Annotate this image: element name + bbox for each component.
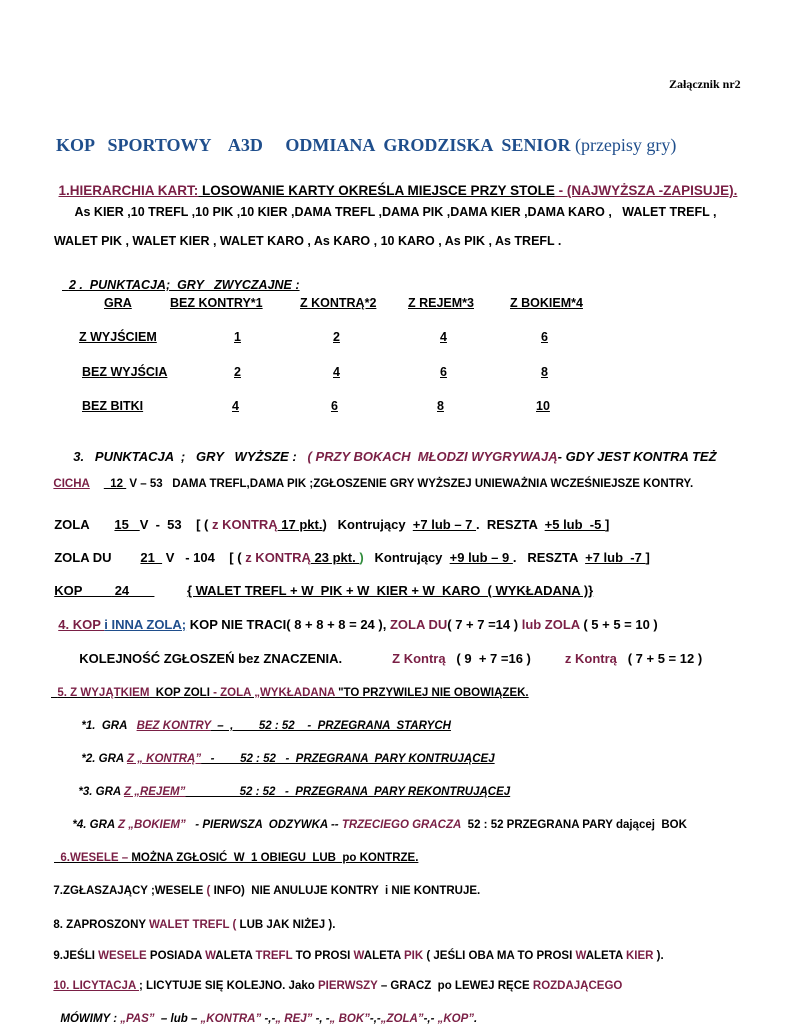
section-10 [47, 964, 622, 994]
calls-text: -,- [369, 1013, 381, 1025]
card-hierarchy-line-1 [68, 190, 716, 220]
rule-highlight: Z „BOKIEM” [117, 819, 186, 831]
zola-counter-points: 17 pkt. [277, 517, 323, 532]
section-7-text: INFO) NIE ANULUJE KONTRY i NIE KONTRUJE. [210, 885, 481, 897]
section-9 [47, 934, 664, 964]
table-cell: 1 [234, 330, 241, 344]
cicha-label: CICHA [53, 478, 90, 490]
zola-du-counter: z KONTRĄ [245, 550, 311, 565]
call-kop: „KOP” [437, 1013, 475, 1025]
call-rej: „ REJ” [275, 1013, 313, 1025]
section-2-heading [62, 263, 300, 293]
section-8-highlight: WALET TREFL [149, 919, 230, 931]
zola-counter: z KONTRĄ [211, 517, 278, 532]
table-cell: 4 [333, 365, 340, 379]
section-5-highlight: - ZOLA „WYKŁADANA [209, 687, 335, 699]
section-1-highlight: - (NAJWYŻSZA -ZAPISUJE). [554, 183, 738, 198]
calls-text: MÓWIMY : [60, 1013, 121, 1025]
section-5-text: KOP ZOLI [149, 687, 210, 699]
table-cell: 8 [541, 365, 548, 379]
rule-highlight: Z „ KONTRĄ” [126, 753, 202, 765]
counter-label: z Kontrą [564, 651, 617, 666]
zola-text: . RESZTA [476, 517, 545, 532]
rule-highlight: TRZECIEGO GRACZA [341, 819, 462, 831]
order-note: KOLEJNOŚĆ ZGŁOSZEŃ bez ZNACZENIA. [79, 651, 343, 666]
card-hierarchy-line-2 [47, 219, 561, 249]
section-5-heading [51, 671, 529, 701]
table-cell: 6 [541, 330, 548, 344]
calls-text: -,- [261, 1013, 276, 1025]
rule-text: *4. GRA [72, 819, 118, 831]
section-7-text: 7.ZGŁASZAJĄCY ;WESELE [53, 885, 207, 897]
section-8-text: 8. ZAPROSZONY [53, 919, 150, 931]
kop-spacer [154, 583, 187, 598]
counter-sum: ( 7 + 5 = 12 ) [616, 651, 703, 666]
section-9-highlight: KIER [625, 950, 654, 962]
zola-du-counter-points: 23 pkt. [310, 550, 360, 565]
section-9-highlight: W [205, 950, 216, 962]
table-cell: 6 [440, 365, 447, 379]
counter-sum: ( 9 + 7 =16 ) [445, 651, 531, 666]
table-cell: 6 [331, 399, 338, 413]
zola-text: V - 53 [ ( [139, 517, 212, 532]
section-4-text: ( 7 + 7 =14 ) [447, 617, 522, 632]
kop-row [47, 568, 593, 598]
section-9-text: ALETA [215, 950, 256, 962]
table-header-game: GRA [104, 296, 132, 310]
section-8-paren: ( [229, 919, 240, 931]
zola-points: 15 [114, 517, 140, 532]
call-zola: „ZOLA” [380, 1013, 424, 1025]
rule-text: *2. GRA [81, 753, 127, 765]
table-row-label: BEZ WYJŚCIA [82, 365, 168, 379]
section-9-highlight: TREFL [255, 950, 293, 962]
section-6-label: 6.WESELE – [60, 852, 132, 864]
zola-du-points: 21 [140, 550, 163, 565]
zola-du-text: ) [359, 550, 364, 565]
cicha-rule: V – 53 DAMA TREFL,DAMA PIK ;ZGŁOSZENIE GRY WYŻSZEJ UNIEWAŻNIA WCZEŚNIEJSZE KONTRY. [126, 478, 694, 490]
section-9-text: ALETA [363, 950, 405, 962]
section-3-heading [66, 434, 717, 464]
page-title [47, 112, 676, 156]
zola-du-text: V - 104 [ ( [162, 550, 246, 565]
zola-counter-range: +7 lub – 7 [412, 517, 477, 532]
game-rule-1 [75, 704, 451, 734]
table-header-no-counter: BEZ KONTRY*1 [170, 296, 263, 310]
zola-du-rest-range: +7 lub -7 [585, 550, 646, 565]
section-9-text: ALETA [585, 950, 626, 962]
rule-highlight: Z „REJEM” [123, 786, 186, 798]
section-9-text: 9.JEŚLI [53, 950, 99, 962]
section-4-other-zola: i INNA ZOLA; [104, 617, 187, 632]
section-9-text: POSIADA [146, 950, 206, 962]
title-main: KOP SPORTOWY A3D ODMIANA GRODZISKA SENIOR [56, 135, 571, 155]
table-cell: 10 [536, 399, 550, 413]
calls-text: -, - [312, 1013, 330, 1025]
cicha-points: 12 [103, 478, 127, 490]
table-row-label: BEZ BITKI [82, 399, 144, 413]
zola-du-text: . RESZTA [512, 550, 586, 565]
section-10-highlight: PIERWSZY [317, 980, 378, 992]
section-4-line-2 [72, 636, 702, 666]
rule-text: *1. GRA [81, 720, 137, 732]
section-9-highlight: W [353, 950, 364, 962]
call-bok: „ BOK” [329, 1013, 370, 1025]
zola-text: ] [604, 517, 610, 532]
zola-du-counter-range: +9 lub – 9 [449, 550, 513, 565]
table-cell: 4 [440, 330, 447, 344]
section-9-highlight: WESELE [98, 950, 147, 962]
rule-text: – , 52 : 52 - PRZEGRANA STARYCH [210, 720, 451, 732]
section-4-zola-du: ZOLA DU [389, 617, 448, 632]
call-kontra: „KONTRA” [200, 1013, 262, 1025]
kop-cards: { WALET TREFL + W PIK + W KIER + W KARO ( WYKŁADANA )} [186, 583, 594, 598]
table-cell: 2 [333, 330, 340, 344]
call-pas: „PAS” [120, 1013, 155, 1025]
rule-highlight: BEZ KONTRY [136, 720, 211, 732]
game-rule-3 [72, 770, 510, 800]
table-header-counter: Z KONTRĄ*2 [300, 296, 377, 310]
section-10-label: 10. LICYTACJA [53, 980, 140, 992]
section-10-text: – GRACZ po LEWEJ RĘCE [377, 980, 533, 992]
section-10-text: ; LICYTUJE SIĘ KOLEJNO. Jako [139, 980, 318, 992]
kop-points: 24 [111, 583, 155, 598]
section-6 [54, 836, 418, 866]
calls-text: – lub – [154, 1013, 201, 1025]
zola-row [47, 502, 609, 532]
section-1-text: LOSOWANIE KARTY OKREŚLA MIEJSCE PRZY STOLE [198, 183, 555, 198]
annex-text: Załącznik nr2 [669, 77, 741, 91]
section-9-text: ). [653, 950, 664, 962]
zola-du-label: ZOLA DU [54, 550, 141, 565]
section-1-label: 1.HIERARCHIA KART: [58, 183, 199, 198]
calls-text: . [474, 1013, 478, 1025]
section-5-text: "TO PRZYWILEJ NIE OBOWIĄZEK. [334, 687, 529, 699]
zola-du-text: ] [645, 550, 650, 565]
table-header-rej: Z REJEM*3 [408, 296, 474, 310]
counter-label: Z Kontrą [392, 651, 446, 666]
kop-label: KOP [54, 583, 112, 598]
section-4-text: KOP NIE TRACI( 8 + 8 + 8 = 24 ), [186, 617, 390, 632]
section-7-paren: ( [206, 885, 211, 897]
table-row-label: Z WYJŚCIEM [79, 330, 157, 344]
section-9-text: TO PROSI [292, 950, 354, 962]
rule-text: - PIERWSZA ODZYWKA -- [185, 819, 342, 831]
section-3-line-2 [47, 462, 693, 492]
section-9-text: ( JEŚLI OBA MA TO PROSI [423, 950, 576, 962]
calls-text: -,- [423, 1013, 438, 1025]
section-3-highlight: ( PRZY BOKACH MŁODZI WYGRYWAJĄ [303, 449, 558, 464]
section-6-text: MOŻNA ZGŁOSIĆ W 1 OBIEGU LUB po KONTRZE. [131, 852, 419, 864]
zola-rest-range: +5 lub -5 [544, 517, 605, 532]
section-9-highlight: PIK [404, 950, 424, 962]
zola-label: ZOLA [54, 517, 115, 532]
section-5-label: 5. Z WYJĄTKIEM [57, 687, 150, 699]
table-header-bok: Z BOKIEM*4 [510, 296, 583, 310]
section-4-zola: lub ZOLA [521, 617, 580, 632]
game-rule-4 [66, 803, 687, 833]
table-cell: 2 [234, 365, 241, 379]
section-3-note: - GDY JEST KONTRA TEŻ [557, 449, 717, 464]
section-4-label: 4. KOP [58, 617, 105, 632]
table-cell: 8 [437, 399, 444, 413]
section-10-highlight: ROZDAJĄCEGO [532, 980, 623, 992]
rule-text: 52 : 52 PRZEGRANA PARY dającej BOK [461, 819, 687, 831]
section-8 [47, 903, 335, 933]
rule-text: 52 : 52 - PRZEGRANA PARY REKONTRUJĄCEJ [185, 786, 511, 798]
annex-label [663, 62, 741, 92]
rule-text: - 52 : 52 - PRZEGRANA PARY KONTRUJĄCEJ [201, 753, 495, 765]
rule-text: *3. GRA [78, 786, 124, 798]
section-8-text: LUB JAK NIŻEJ ). [239, 919, 336, 931]
section-7 [47, 869, 480, 899]
bidding-calls [54, 997, 477, 1027]
section-3-title: 3. PUNKTACJA ; GRY WYŻSZE : [73, 449, 304, 464]
section-2-title: 2 . PUNKTACJA; GRY ZWYCZAJNE : [68, 278, 300, 292]
card-hierarchy-text-1: As KIER ,10 TREFL ,10 PIK ,10 KIER ,DAMA TREFL ,DAMA PIK ,DAMA KIER ,DAMA KARO , WALET TREFL , [74, 205, 717, 219]
section-9-highlight: W [575, 950, 586, 962]
zola-text: ) Kontrujący [322, 517, 413, 532]
title-sub: (przepisy gry) [570, 135, 677, 155]
section-4-text: ( 5 + 5 = 10 ) [579, 617, 658, 632]
section-4-line-1 [51, 602, 658, 632]
card-hierarchy-text-2: WALET PIK , WALET KIER , WALET KARO , As KARO , 10 KARO , As PIK , As TREFL . [53, 234, 562, 248]
table-cell: 4 [232, 399, 239, 413]
game-rule-2 [75, 737, 495, 767]
zola-du-text: Kontrujący [363, 550, 450, 565]
zola-du-row [47, 535, 650, 565]
